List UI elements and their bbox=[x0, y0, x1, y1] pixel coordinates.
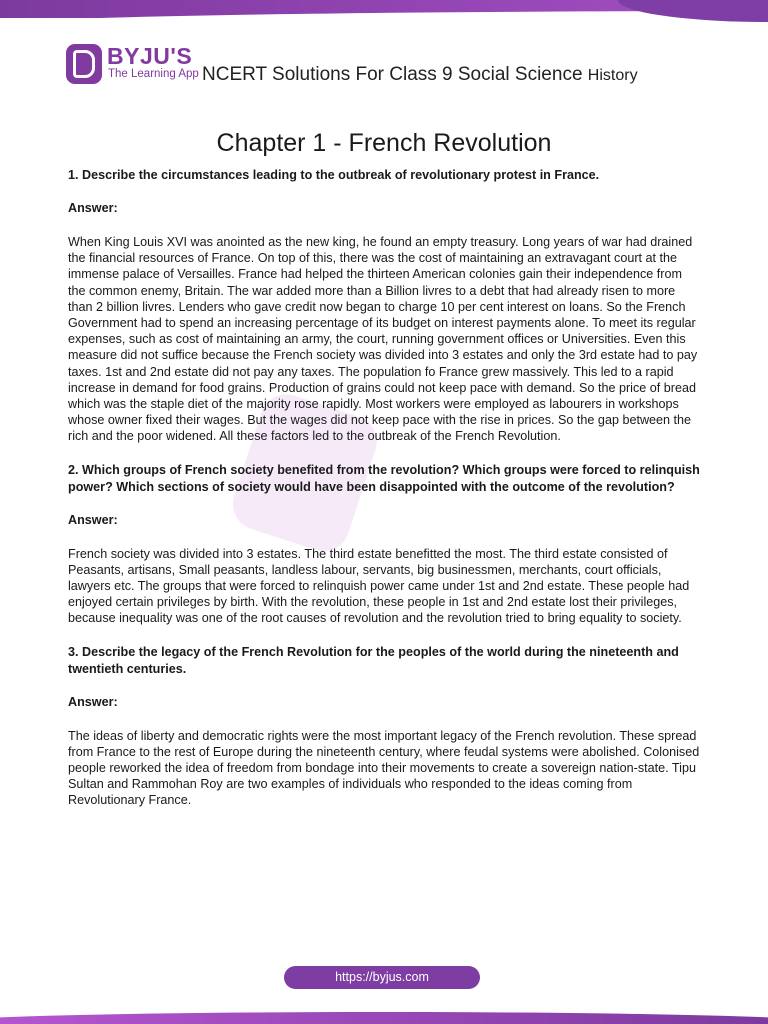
answer-label-1: Answer: bbox=[68, 201, 118, 215]
answer-label-2: Answer: bbox=[68, 512, 118, 527]
question-1: 1. Describe the circumstances leading to the outbreak of revolutionary protest in France. bbox=[68, 168, 600, 182]
answer-text-2: French society was divided into 3 estates. The third estate benefitted the most. The third estate consisted of Peasants, artisans, Small peasants, landless labour, servants, big businessmen, merchants, court officials, lawyers etc. The groups that were forced to relinquish power came under 1st and 2nd estate. These people had enjoyed certain privileges by birth. With the revolution, these people in 1st and 2nd estate lost their privileges, because inequality was one of the root causes of revolution and the revolution tried to bring equality to society. bbox=[68, 546, 690, 626]
answer-label-3: Answer: bbox=[68, 694, 118, 709]
answer-text-3: The ideas of liberty and democratic rights were the most important legacy of the French revolution. These spread from France to the rest of Europe during the nineteenth century, where feudal systems were abolished. Colonised people reworked the idea of freedom from bondage into their movements to create a sovereign nation-state. Tipu Sultan and Rammohan Roy are two examples of individuals who responded to the ideas coming from Revolutionary France. bbox=[68, 728, 700, 808]
chapter-title: Chapter 1 - French Revolution bbox=[216, 129, 552, 157]
qa-block-1 bbox=[68, 167, 700, 445]
question-3: 3. Describe the legacy of the French Revolution for the peoples of the world during the nineteenth and twentieth centuries. bbox=[68, 644, 679, 676]
header-title-main: NCERT Solutions For Class 9 Social Science bbox=[202, 64, 583, 85]
byjus-logo-icon bbox=[66, 44, 102, 84]
question-2: 2. Which groups of French society benefited from the revolution? Which groups were forced to relinquish power? Which sections of society would have been disappointed with the outcome of the revolution? bbox=[68, 462, 700, 494]
header-title bbox=[202, 64, 638, 86]
qa-block-3 bbox=[68, 644, 700, 809]
footer-decor-band bbox=[0, 1012, 768, 1024]
answer-text-1: When King Louis XVI was anointed as the new king, he found an empty treasury. Long years of war had drained the financial resources of France. On top of this, there was the cost of maintaining an extravagant court at the immense palace of Versailles. France had helped the thirteen American colonies gain their independence from the common enemy, Britain. The war added more than a Billion livres to a debt that had already risen to more than 2 billion livres. Lenders who gave credit now began to charge 10 per cent interest on loans. So the French Government had to spend an increasing percentage of its budget on interest payments alone. To meet its regular expenses, such as cost of maintaining an army, the court, running government offices or Universities. Even this measure did not suffice because the French society was divided into 3 estates and only the 3rd estate had to pay taxes. 1st and 2nd estate did not pay any taxes. The population fo France grew massively. This led to a rapid increase in demand for food grains. Production of grains could not keep pace with demand. So the price of bread which was the staple diet of the majority rose rapidly. Most workers were employed as labourers in workshops whose owner fixed their wages. But the wages did not keep pace with the rise in prices. So the gap between the rich and the poor widened. All these factors led to the outbreak of the French Revolution. bbox=[68, 235, 698, 444]
qa-content bbox=[68, 167, 700, 826]
qa-block-2 bbox=[68, 462, 700, 627]
page-header bbox=[66, 44, 706, 90]
brand-tagline: The Learning App bbox=[108, 68, 199, 80]
header-title-suffix: History bbox=[587, 67, 638, 84]
footer-url-link[interactable]: https://byjus.com bbox=[284, 966, 480, 989]
brand-name: BYJU'S bbox=[107, 43, 193, 69]
